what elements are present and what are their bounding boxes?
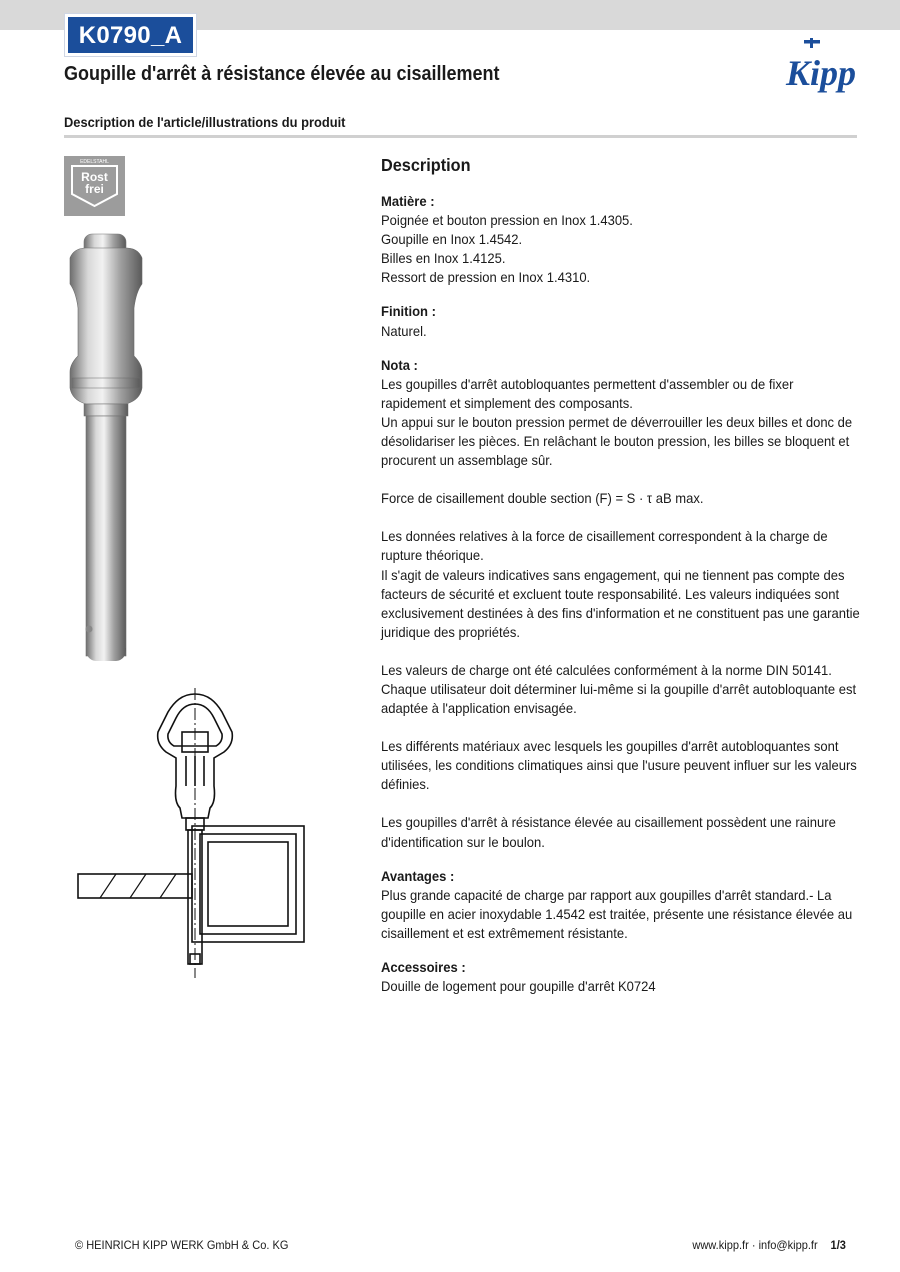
kipp-logo-text: Kipp [785,53,857,93]
kipp-logo [782,38,860,94]
stainless-badge [64,156,125,216]
divider [64,135,857,138]
note-paragraph: Les goupilles d'arrêt autobloquantes permettent d'assembler ou de fixer rapidement et simplement des composants. [381,375,794,411]
section-heading: Description de l'article/illustrations du produit [64,114,346,130]
footer-copyright: © HEINRICH KIPP WERK GmbH & Co. KG [75,1238,289,1252]
load-paragraph: Chaque utilisateur doit déterminer lui-même si la goupille d'arrêt autobloquante est adaptée à l'application envisagée. [381,680,857,717]
page-title: Goupille d'arrêt à résistance élevée au cisaillement [64,63,500,85]
load-paragraph: Les valeurs de charge ont été calculées conformément à la norme DIN 50141. [381,661,832,678]
product-photo [56,228,156,668]
groove-paragraph: Les goupilles d'arrêt à résistance élevée au cisaillement possèdent une rainure d'identification sur le boulon. [381,814,836,850]
material-line: Billes en Inox 1.4125. [381,250,506,267]
material-line: Poignée et bouton pression en Inox 1.4305. [381,212,633,229]
technical-drawing [70,686,320,982]
note-label: Nota : [381,356,418,373]
badge-line2: frei [85,182,104,196]
description-title: Description [381,155,471,175]
page-number: 1/3 [830,1238,846,1252]
data-paragraph: Il s'agit de valeurs indicatives sans engagement, qui ne tiennent pas compte des facteurs de sécurité et excluent toute responsabilité. Les valeurs indiquées sont exclusivement destinées à des fins d'information et ne constituent pas une garantie juridique des propriétés. [381,566,860,640]
material-label: Matière : [381,193,435,209]
badge-small-text: EDELSTAHL [80,159,109,165]
material-line: Ressort de pression en Inox 1.4310. [381,269,591,286]
material-line: Goupille en Inox 1.4542. [381,231,523,248]
description-column [381,154,861,996]
materials-paragraph: Les différents matériaux avec lesquels les goupilles d'arrêt autobloquantes sont utilisées, les conditions climatiques ainsi que l'usure peuvent influer sur les valeurs définies. [381,738,857,793]
force-formula: Force de cisaillement double section (F) = S · τ aB max. [381,490,704,507]
note-paragraph: Un appui sur le bouton pression permet de déverrouiller les deux billes et donc de désolidariser les pièces. En relâchant le bouton pression, les billes se bloquent et procurent un assemblage sûr. [381,413,853,469]
advantages-label: Avantages : [381,867,455,884]
footer-contact[interactable]: www.kipp.fr · info@kipp.fr [692,1238,818,1252]
data-paragraph: Les données relatives à la force de cisaillement correspondent à la charge de rupture théorique. [381,528,828,564]
advantages-text: Plus grande capacité de charge par rapport aux goupilles d'arrêt standard.- La goupille en acier inoxydable 1.4542 est traitée, présente une résistance élevée au cisaillement et est extrêmement résistante. [381,886,853,941]
accessories-text: Douille de logement pour goupille d'arrêt K0724 [381,978,656,995]
badge-line1: Rost [81,170,108,184]
accessories-label: Accessoires : [381,959,466,975]
footer-contact-block [692,1238,846,1252]
article-code-box [64,13,197,57]
article-code: K0790_A [68,17,193,53]
finish-label: Finition : [381,303,436,320]
finish-text: Naturel. [381,322,427,339]
